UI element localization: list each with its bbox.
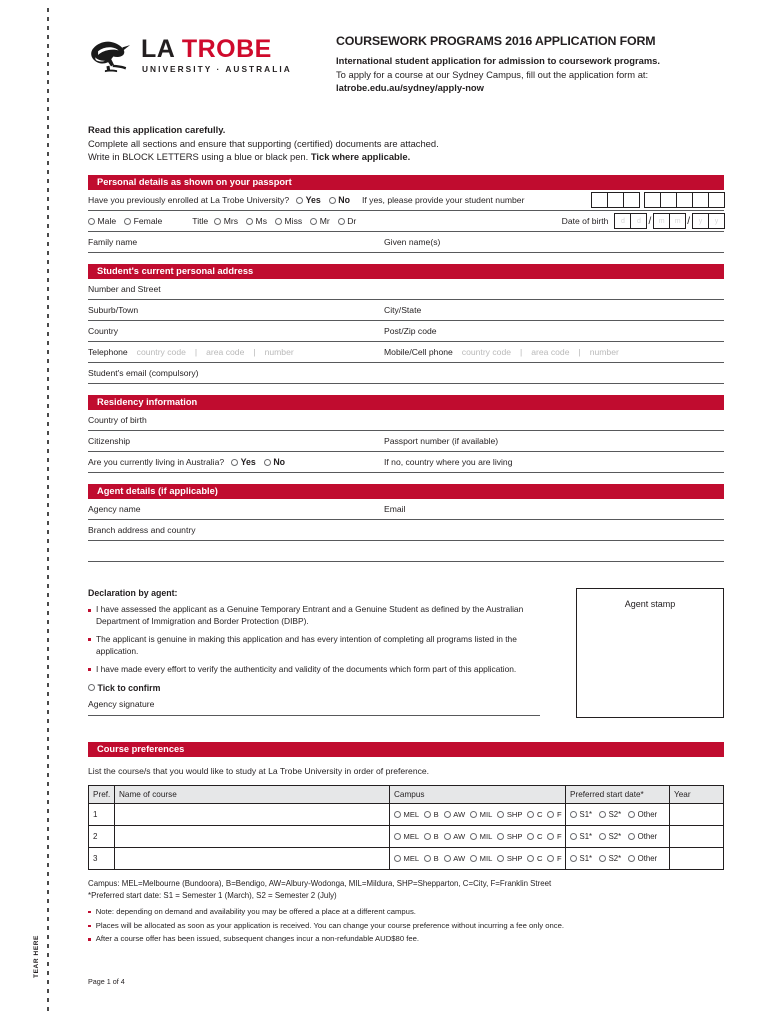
radio-enrolled-yes[interactable]: [296, 195, 321, 205]
previous-enrolment-question: Have you previously enrolled at La Trobe University?: [88, 195, 290, 206]
instruction-line-1: Read this application carefully.: [88, 123, 226, 135]
radio-title-ms-label: Ms: [255, 216, 268, 227]
student-number-box[interactable]: [644, 192, 661, 208]
radio-circle-icon: [570, 833, 577, 840]
course-preferences-intro: List the course/s that you would like to study at La Trobe University in order of preference.: [88, 766, 430, 777]
bullet-square-icon: [88, 638, 91, 641]
radio-circle-icon: [275, 218, 282, 225]
dob-separator-icon: /: [648, 215, 652, 227]
radio-start-s1[interactable]: S1*: [570, 810, 592, 819]
cell-pref: 2: [89, 826, 115, 848]
radio-campus-f[interactable]: F: [547, 832, 561, 841]
instruction-line-3: [88, 150, 724, 164]
radio-circle-icon: [497, 833, 504, 840]
course-note-text: Places will be allocated as soon as your application is received. You can change your course preference without incurring a fee only once.: [95, 920, 565, 930]
given-names-label: Given name(s): [384, 237, 441, 248]
row-citizenship-passport[interactable]: [88, 431, 724, 452]
radio-gender-female[interactable]: [124, 216, 162, 226]
section-header-residency: Residency information: [88, 395, 724, 410]
course-preferences-table: [88, 785, 724, 870]
row-gender-title-dob: [88, 211, 724, 232]
radio-circle-icon: [124, 218, 131, 225]
radio-start-other[interactable]: Other: [628, 854, 657, 863]
title-label: Title: [192, 216, 209, 227]
row-branch-address-continued[interactable]: [88, 541, 724, 562]
course-note: [88, 907, 724, 918]
radio-living-yes-label: Yes: [240, 457, 256, 468]
row-email[interactable]: [88, 363, 724, 384]
date-of-birth-label: Date of birth: [561, 216, 609, 227]
declaration-bullet: [88, 634, 540, 658]
tear-perforation-line: [47, 8, 49, 1016]
radio-circle-icon: [628, 833, 635, 840]
header-apply-url: latrobe.edu.au/sydney/apply-now: [336, 82, 484, 94]
course-note-text: Note: depending on demand and availability you may be offered a place at a different campus.: [95, 906, 416, 916]
form-header: [88, 0, 724, 95]
student-number-label: If yes, please provide your student number: [362, 195, 525, 206]
dob-day-box-2[interactable]: d: [630, 213, 647, 229]
cell-pref: 3: [89, 848, 115, 870]
radio-campus-aw[interactable]: AW: [444, 854, 465, 863]
agent-stamp-label: Agent stamp: [624, 599, 676, 610]
radio-circle-icon: [338, 218, 345, 225]
radio-circle-icon: [264, 459, 271, 466]
radio-title-mrs[interactable]: [214, 216, 238, 226]
radio-circle-icon: [628, 855, 635, 862]
declaration-bullet-text: I have made every effort to verify the authenticity and validity of the documents which form part of this application.: [96, 663, 517, 674]
instruction-line-3b: Tick where applicable.: [310, 151, 411, 163]
mobile-hint-number: number: [589, 347, 619, 358]
living-in-australia-question: Are you currently living in Australia?: [88, 457, 225, 468]
radio-circle-icon: [88, 218, 95, 225]
radio-campus-mil[interactable]: MIL: [470, 832, 492, 841]
if-no-country-label: If no, country where you are living: [384, 457, 513, 468]
radio-start-s2[interactable]: S2*: [599, 810, 621, 819]
mobile-group: Mobile/Cell phone country code | area code | number: [384, 347, 619, 358]
radio-campus-f[interactable]: F: [547, 854, 561, 863]
column-header-course-name: Name of course: [115, 786, 390, 804]
page-number: Page 1 of 4: [88, 977, 125, 987]
section-header-agent-details: Agent details (if applicable): [88, 484, 724, 499]
form-title: COURSEWORK PROGRAMS 2016 APPLICATION FORM: [336, 34, 656, 48]
radio-title-miss[interactable]: [275, 216, 302, 226]
radio-living-no-label: No: [273, 457, 286, 468]
radio-start-other[interactable]: Other: [628, 832, 657, 841]
radio-circle-icon: [497, 855, 504, 862]
student-number-box[interactable]: [591, 192, 608, 208]
radio-title-ms[interactable]: [246, 216, 267, 226]
suburb-town-label: Suburb/Town: [88, 305, 139, 316]
cell-course-name[interactable]: [115, 848, 390, 870]
branch-address-label: Branch address and country: [88, 525, 196, 536]
declaration-section: [88, 588, 724, 718]
radio-enrolled-yes-label: Yes: [305, 195, 321, 206]
course-note: [88, 934, 724, 945]
radio-campus-aw[interactable]: AW: [444, 832, 465, 841]
number-street-label: Number and Street: [88, 284, 161, 295]
student-number-box[interactable]: [660, 192, 677, 208]
radio-title-mr-label: Mr: [319, 216, 330, 227]
bullet-square-icon: [88, 911, 91, 914]
radio-campus-c[interactable]: C: [527, 810, 542, 819]
radio-title-miss-label: Miss: [284, 216, 303, 227]
tick-to-confirm-label: Tick to confirm: [97, 682, 161, 693]
tick-to-confirm-checkbox[interactable]: [88, 683, 540, 693]
dob-year-box-2[interactable]: y: [708, 213, 725, 229]
student-number-box[interactable]: [607, 192, 624, 208]
magpie-logo-icon: [88, 36, 134, 74]
course-note-text: After a course offer has been issued, subsequent changes incur a non-refundable AUD$80 fee.: [95, 934, 420, 944]
radio-circle-icon: [570, 811, 577, 818]
bullet-square-icon: [88, 609, 91, 612]
radio-circle-icon: [444, 833, 451, 840]
radio-circle-icon: [444, 811, 451, 818]
telephone-hint-country-code: country code: [136, 347, 186, 358]
radio-campus-mel[interactable]: MEL: [394, 810, 419, 819]
radio-circle-icon: [470, 855, 477, 862]
row-country-postcode[interactable]: [88, 321, 724, 342]
radio-circle-icon: [599, 833, 606, 840]
radio-circle-icon: [394, 855, 401, 862]
row-living-in-australia: [88, 452, 724, 473]
dob-month-box-1[interactable]: m: [653, 213, 670, 229]
cell-pref: 1: [89, 804, 115, 826]
cell-campus: [390, 848, 566, 870]
student-number-box[interactable]: [623, 192, 640, 208]
radio-circle-icon: [599, 811, 606, 818]
radio-circle-icon: [231, 459, 238, 466]
bullet-square-icon: [88, 938, 91, 941]
column-header-pref: Pref.: [89, 786, 115, 804]
declaration-bullet-text: I have assessed the applicant as a Genuine Temporary Entrant and a Genuine Student as defined by the Australian Department of Immigration and Border Protection (DIBP).: [96, 604, 524, 626]
tear-here-label: TEAR HERE: [33, 935, 40, 978]
table-row: [89, 804, 724, 826]
radio-gender-male[interactable]: [88, 216, 116, 226]
course-note: [88, 921, 724, 932]
date-of-birth-group: [562, 213, 724, 229]
table-row: [89, 826, 724, 848]
row-country-of-birth[interactable]: [88, 410, 724, 431]
radio-campus-c[interactable]: C: [527, 832, 542, 841]
cell-start-date: [566, 826, 670, 848]
header-line-1: International student application for admission to coursework programs.: [336, 55, 661, 66]
radio-title-mr[interactable]: [310, 216, 330, 226]
dob-month-box-2[interactable]: m: [669, 213, 686, 229]
radio-title-dr[interactable]: [338, 216, 357, 226]
cell-start-date: [566, 804, 670, 826]
cell-year[interactable]: [670, 848, 724, 870]
agency-signature-line[interactable]: [88, 715, 540, 716]
radio-campus-shp[interactable]: SHP: [497, 854, 522, 863]
radio-title-dr-label: Dr: [347, 216, 357, 227]
radio-enrolled-no[interactable]: [329, 195, 350, 205]
logo-subtext: UNIVERSITY · AUSTRALIA: [142, 63, 292, 74]
radio-campus-b[interactable]: B: [424, 854, 439, 863]
post-zip-label: Post/Zip code: [384, 326, 437, 337]
row-phones[interactable]: Telephone country code | area code | number Mobile/Cell phone country code | area code | number: [88, 342, 724, 363]
la-trobe-logo: [88, 32, 298, 74]
citizenship-label: Citizenship: [88, 436, 131, 447]
radio-circle-icon: [547, 811, 554, 818]
radio-start-s2[interactable]: S2*: [599, 854, 621, 863]
radio-circle-icon: [444, 855, 451, 862]
dob-year-box-1[interactable]: y: [692, 213, 709, 229]
radio-circle-icon: [497, 811, 504, 818]
radio-circle-icon: [394, 833, 401, 840]
dob-day-box-1[interactable]: d: [614, 213, 631, 229]
radio-start-s2[interactable]: S2*: [599, 832, 621, 841]
table-row: [89, 848, 724, 870]
radio-circle-icon: [424, 855, 431, 862]
section-header-address: Student's current personal address: [88, 264, 724, 279]
radio-title-mrs-label: Mrs: [223, 216, 239, 227]
radio-campus-b[interactable]: B: [424, 832, 439, 841]
agency-name-label: Agency name: [88, 504, 141, 515]
radio-circle-icon: [547, 855, 554, 862]
row-previous-enrolment: [88, 190, 724, 211]
header-line-2: To apply for a course at our Sydney Campus, fill out the application form at:: [336, 68, 649, 80]
student-email-label: Student's email (compulsory): [88, 368, 199, 379]
campus-legend: Campus: MEL=Melbourne (Bundoora), B=Bendigo, AW=Albury-Wodonga, MIL=Mildura, SHP=Shepparton, C=City, F=Franklin Street: [88, 879, 552, 889]
logo-text-trobe: TROBE: [181, 34, 272, 63]
row-name[interactable]: [88, 232, 724, 253]
declaration-bullet-text: The applicant is genuine in making this application and has every intention of completing all programs listed in the application.: [96, 633, 517, 656]
logo-text-la: LA: [141, 34, 182, 63]
cell-year[interactable]: [670, 804, 724, 826]
radio-circle-icon: [424, 811, 431, 818]
table-header-row: [89, 786, 724, 804]
radio-start-other[interactable]: Other: [628, 810, 657, 819]
radio-circle-icon: [527, 811, 534, 818]
cell-year[interactable]: [670, 826, 724, 848]
instruction-line-2: Complete all sections and ensure that supporting (certified) documents are attached.: [88, 137, 439, 149]
radio-circle-icon: [296, 197, 303, 204]
row-number-street[interactable]: [88, 279, 724, 300]
agent-stamp-box[interactable]: [576, 588, 724, 718]
passport-number-label: Passport number (if available): [384, 436, 499, 447]
section-header-course-preferences: Course preferences: [88, 742, 724, 757]
radio-circle-icon: [214, 218, 221, 225]
cell-course-name[interactable]: [115, 804, 390, 826]
radio-campus-c[interactable]: C: [527, 854, 542, 863]
instruction-line-3a: Write in BLOCK LETTERS using a blue or black pen.: [88, 151, 311, 163]
radio-circle-icon: [310, 218, 317, 225]
radio-circle-icon: [329, 197, 336, 204]
agency-signature-label: Agency signature: [88, 698, 155, 709]
telephone-hint-number: number: [264, 347, 294, 358]
mobile-label: Mobile/Cell phone: [384, 347, 453, 358]
mobile-hint-country-code: country code: [461, 347, 512, 358]
column-header-year: Year: [670, 786, 724, 804]
row-suburb-city[interactable]: [88, 300, 724, 321]
row-agency-name-email[interactable]: [88, 499, 724, 520]
family-name-label: Family name: [88, 237, 138, 248]
radio-campus-shp[interactable]: SHP: [497, 810, 522, 819]
agent-email-label: Email: [384, 504, 406, 515]
radio-circle-icon: [394, 811, 401, 818]
radio-circle-icon: [547, 833, 554, 840]
radio-campus-b[interactable]: B: [424, 810, 439, 819]
cell-campus: [390, 826, 566, 848]
radio-campus-mil[interactable]: MIL: [470, 810, 492, 819]
bullet-square-icon: [88, 668, 91, 671]
city-state-label: City/State: [384, 305, 422, 316]
radio-circle-icon: [628, 811, 635, 818]
student-number-box[interactable]: [708, 192, 725, 208]
radio-start-s1[interactable]: S1*: [570, 854, 592, 863]
student-number-box[interactable]: [676, 192, 693, 208]
radio-gender-male-label: Male: [97, 216, 117, 227]
radio-campus-mil[interactable]: MIL: [470, 854, 492, 863]
cell-campus: [390, 804, 566, 826]
declaration-bullet: [88, 664, 540, 676]
course-notes-list: [88, 907, 724, 945]
radio-circle-icon: [88, 684, 95, 691]
dob-separator-icon: /: [687, 215, 690, 227]
declaration-title: Declaration by agent:: [88, 588, 178, 599]
country-label: Country: [88, 326, 119, 337]
telephone-label: Telephone: [88, 347, 128, 358]
cell-course-name[interactable]: [115, 826, 390, 848]
telephone-hint-area-code: area code: [206, 347, 245, 358]
radio-circle-icon: [470, 811, 477, 818]
column-header-campus: Campus: [390, 786, 566, 804]
declaration-bullet: [88, 604, 540, 628]
radio-gender-female-label: Female: [133, 216, 163, 227]
row-branch-address[interactable]: [88, 520, 724, 541]
radio-circle-icon: [599, 855, 606, 862]
student-number-input-boxes[interactable]: [591, 192, 724, 208]
radio-campus-mel[interactable]: MEL: [394, 854, 419, 863]
radio-campus-aw[interactable]: AW: [444, 810, 465, 819]
radio-campus-mel[interactable]: MEL: [394, 832, 419, 841]
radio-circle-icon: [527, 855, 534, 862]
bullet-square-icon: [88, 925, 91, 928]
radio-circle-icon: [570, 855, 577, 862]
radio-start-s1[interactable]: S1*: [570, 832, 592, 841]
radio-circle-icon: [424, 833, 431, 840]
radio-enrolled-no-label: No: [338, 195, 351, 206]
instructions-block: [88, 123, 724, 164]
radio-circle-icon: [470, 833, 477, 840]
radio-circle-icon: [527, 833, 534, 840]
country-of-birth-label: Country of birth: [88, 415, 147, 426]
start-date-legend: *Preferred start date: S1 = Semester 1 (March), S2 = Semester 2 (July): [88, 890, 337, 900]
section-header-personal-details: Personal details as shown on your passport: [88, 175, 724, 190]
radio-living-no[interactable]: [264, 457, 285, 467]
radio-campus-f[interactable]: F: [547, 810, 561, 819]
cell-start-date: [566, 848, 670, 870]
student-number-box[interactable]: [692, 192, 709, 208]
radio-circle-icon: [246, 218, 253, 225]
radio-campus-shp[interactable]: SHP: [497, 832, 522, 841]
mobile-hint-area-code: area code: [531, 347, 570, 358]
radio-living-yes[interactable]: [231, 457, 256, 467]
column-header-start-date: Preferred start date*: [566, 786, 670, 804]
